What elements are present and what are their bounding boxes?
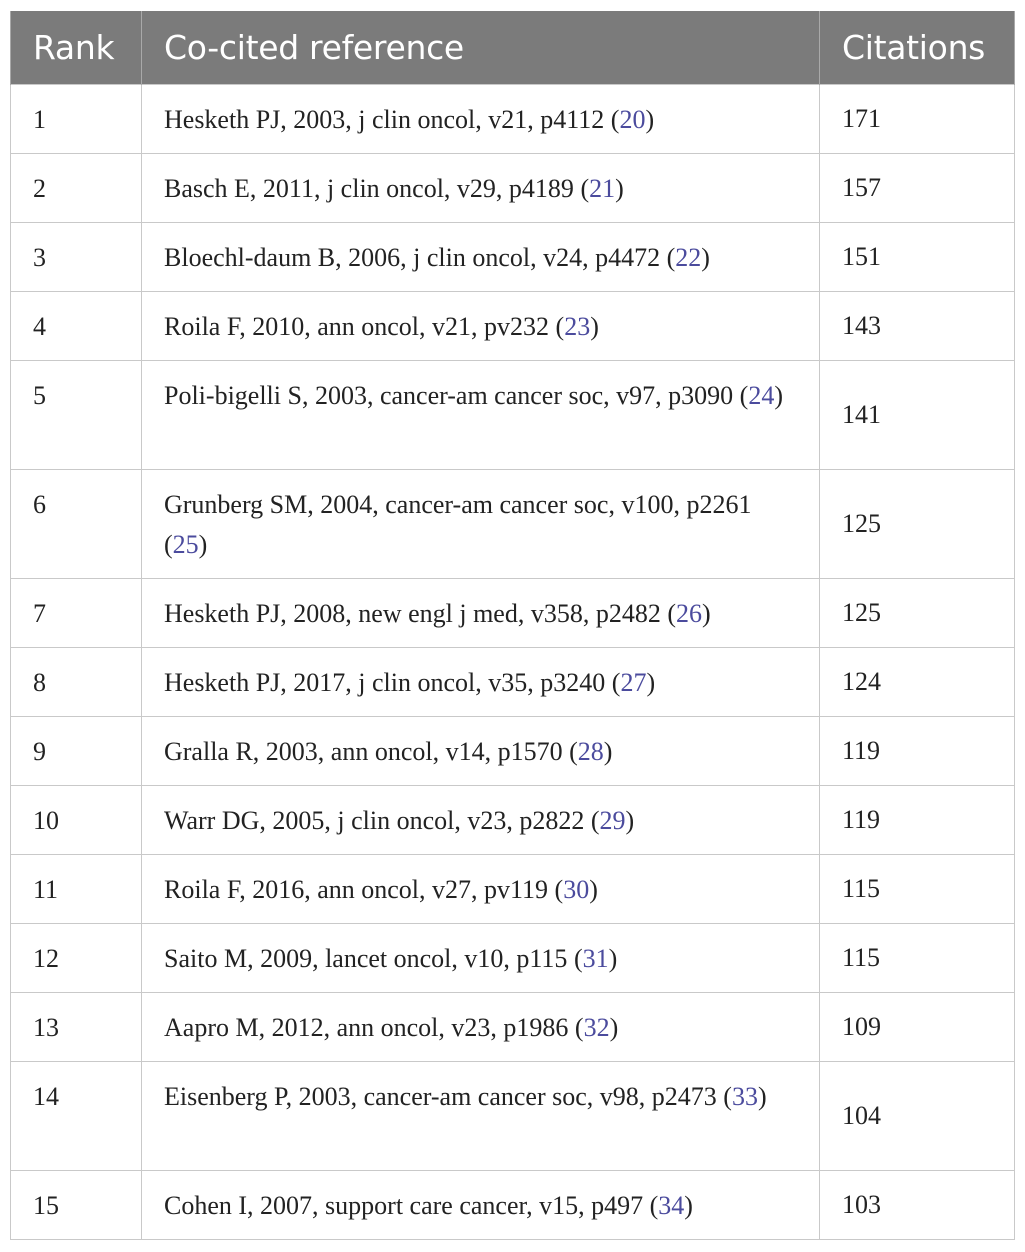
citation-link[interactable]: 27	[620, 667, 647, 697]
citations-cell: 125	[820, 578, 1015, 647]
reference-cell: Eisenberg P, 2003, cancer-am cancer soc, v98, p2473 (33)	[142, 1061, 820, 1170]
reference-text: Hesketh PJ, 2017, j clin oncol, v35, p3240	[164, 667, 606, 697]
table-row	[11, 291, 1015, 360]
reference-text: Gralla R, 2003, ann oncol, v14, p1570	[164, 736, 563, 766]
citation-link[interactable]: 29	[599, 805, 626, 835]
citations-cell: 124	[820, 647, 1015, 716]
table-row	[11, 469, 1015, 578]
reference-cell: Poli-bigelli S, 2003, cancer-am cancer soc, v97, p3090 (24)	[142, 360, 820, 469]
citations-cell: 119	[820, 785, 1015, 854]
reference-cell: Hesketh PJ, 2017, j clin oncol, v35, p3240 (27)	[142, 647, 820, 716]
reference-cell: Cohen I, 2007, support care cancer, v15, p497 (34)	[142, 1170, 820, 1239]
citation-link[interactable]: 22	[675, 242, 702, 272]
rank-cell: 9	[11, 716, 142, 785]
rank-cell: 8	[11, 647, 142, 716]
citation-link[interactable]: 33	[731, 1081, 758, 1111]
reference-text: Roila F, 2010, ann oncol, v21, pv232	[164, 311, 550, 341]
table-row	[11, 578, 1015, 647]
citation-link[interactable]: 21	[589, 173, 616, 203]
citation-link[interactable]: 31	[582, 943, 609, 973]
rank-cell: 2	[11, 153, 142, 222]
rank-cell: 3	[11, 222, 142, 291]
reference-cell: Warr DG, 2005, j clin oncol, v23, p2822 (29)	[142, 785, 820, 854]
reference-text: Roila F, 2016, ann oncol, v27, pv119	[164, 874, 549, 904]
reference-text: Poli-bigelli S, 2003, cancer-am cancer soc, v97, p3090	[164, 380, 734, 410]
reference-text: Cohen I, 2007, support care cancer, v15, p497	[164, 1190, 644, 1220]
reference-cell: Hesketh PJ, 2003, j clin oncol, v21, p4112 (20)	[142, 84, 820, 153]
rank-cell: 7	[11, 578, 142, 647]
header-reference: Co-cited reference	[142, 11, 820, 84]
table-row	[11, 360, 1015, 469]
reference-text: Aapro M, 2012, ann oncol, v23, p1986	[164, 1012, 569, 1042]
table-row	[11, 647, 1015, 716]
rank-cell: 5	[11, 360, 142, 469]
citation-link[interactable]: 30	[563, 874, 590, 904]
table-row	[11, 992, 1015, 1061]
rank-cell: 4	[11, 291, 142, 360]
citations-cell: 171	[820, 84, 1015, 153]
citation-link[interactable]: 32	[583, 1012, 610, 1042]
citation-link[interactable]: 20	[619, 104, 646, 134]
citations-cell: 119	[820, 716, 1015, 785]
citation-link[interactable]: 28	[577, 736, 604, 766]
reference-text: Grunberg SM, 2004, cancer-am cancer soc, v100, p2261	[164, 489, 752, 519]
co-cited-references-table	[10, 11, 1015, 1240]
table-row	[11, 854, 1015, 923]
citations-cell: 103	[820, 1170, 1015, 1239]
table-row	[11, 1061, 1015, 1170]
citations-cell: 157	[820, 153, 1015, 222]
table-body	[11, 84, 1015, 1239]
reference-text: Basch E, 2011, j clin oncol, v29, p4189	[164, 173, 574, 203]
table-header	[11, 11, 1015, 84]
citation-link[interactable]: 23	[564, 311, 591, 341]
citation-link[interactable]: 34	[658, 1190, 685, 1220]
reference-cell: Roila F, 2010, ann oncol, v21, pv232 (23)	[142, 291, 820, 360]
reference-text: Hesketh PJ, 2008, new engl j med, v358, p2482	[164, 598, 661, 628]
table-row	[11, 923, 1015, 992]
table-row	[11, 222, 1015, 291]
citation-link[interactable]: 26	[676, 598, 703, 628]
header-citations: Citations	[820, 11, 1015, 84]
citation-link[interactable]: 24	[748, 380, 775, 410]
citations-cell: 115	[820, 854, 1015, 923]
reference-cell: Aapro M, 2012, ann oncol, v23, p1986 (32)	[142, 992, 820, 1061]
citation-link[interactable]: 25	[172, 529, 199, 559]
reference-text: Warr DG, 2005, j clin oncol, v23, p2822	[164, 805, 585, 835]
header-rank: Rank	[11, 11, 142, 84]
citations-cell: 143	[820, 291, 1015, 360]
reference-text: Hesketh PJ, 2003, j clin oncol, v21, p4112	[164, 104, 605, 134]
reference-cell: Basch E, 2011, j clin oncol, v29, p4189 (21)	[142, 153, 820, 222]
rank-cell: 15	[11, 1170, 142, 1239]
table-row	[11, 785, 1015, 854]
citations-cell: 115	[820, 923, 1015, 992]
reference-cell: Saito M, 2009, lancet oncol, v10, p115 (31)	[142, 923, 820, 992]
rank-cell: 12	[11, 923, 142, 992]
rank-cell: 10	[11, 785, 142, 854]
rank-cell: 11	[11, 854, 142, 923]
rank-cell: 13	[11, 992, 142, 1061]
citations-cell: 151	[820, 222, 1015, 291]
table-row	[11, 153, 1015, 222]
reference-cell: Grunberg SM, 2004, cancer-am cancer soc, v100, p2261 (25)	[142, 469, 820, 578]
rank-cell: 14	[11, 1061, 142, 1170]
citations-cell: 109	[820, 992, 1015, 1061]
header-row	[11, 11, 1015, 84]
rank-cell: 6	[11, 469, 142, 578]
rank-cell: 1	[11, 84, 142, 153]
reference-cell: Bloechl-daum B, 2006, j clin oncol, v24, p4472 (22)	[142, 222, 820, 291]
reference-text: Bloechl-daum B, 2006, j clin oncol, v24, p4472	[164, 242, 661, 272]
table-row	[11, 84, 1015, 153]
citations-cell: 141	[820, 360, 1015, 469]
citations-cell: 125	[820, 469, 1015, 578]
reference-cell: Roila F, 2016, ann oncol, v27, pv119 (30)	[142, 854, 820, 923]
reference-cell: Hesketh PJ, 2008, new engl j med, v358, p2482 (26)	[142, 578, 820, 647]
reference-cell: Gralla R, 2003, ann oncol, v14, p1570 (28)	[142, 716, 820, 785]
table-row	[11, 716, 1015, 785]
citations-cell: 104	[820, 1061, 1015, 1170]
reference-text: Saito M, 2009, lancet oncol, v10, p115	[164, 943, 568, 973]
reference-text: Eisenberg P, 2003, cancer-am cancer soc, v98, p2473	[164, 1081, 717, 1111]
table-row	[11, 1170, 1015, 1239]
